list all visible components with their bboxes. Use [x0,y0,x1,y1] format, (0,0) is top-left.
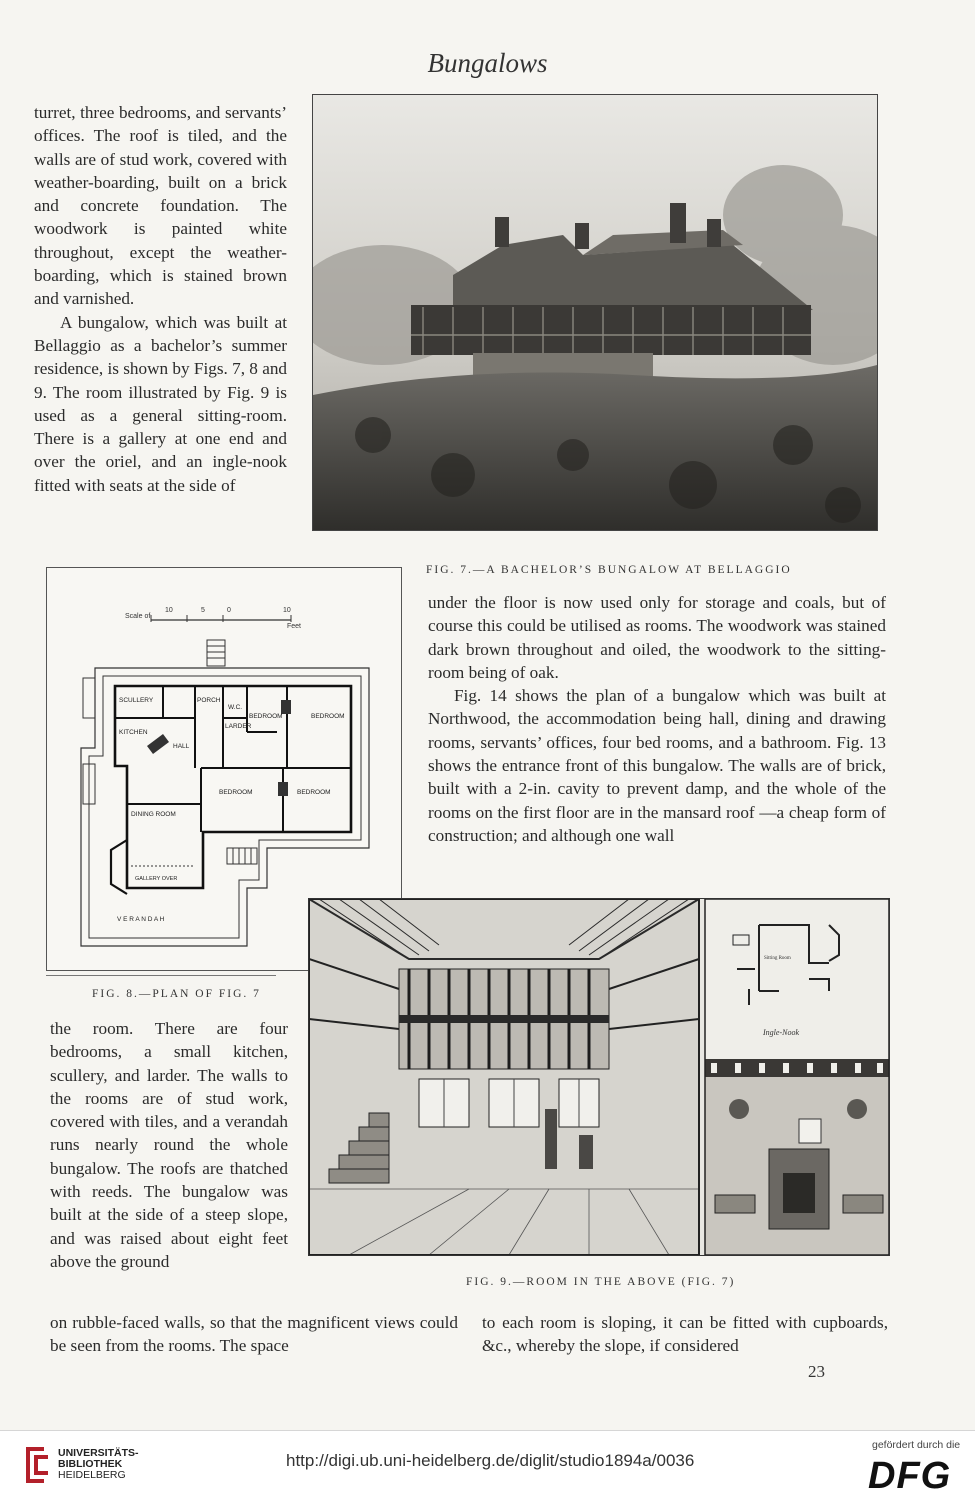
paragraph: under the floor is now used only for storage and coals, but of course this could be utilised as rooms. The woodwork was stained dark brown throughout and oiled, the woodwork to the sitting-room being of oak. [428,593,886,682]
library-name-line: BIBLIOTHEK [58,1458,123,1470]
room-label-gallery: GALLERY OVER [135,876,178,882]
paragraph: to each room is sloping, it can be fitted with cupboards, &c., whereby the slope, if considered [482,1313,888,1356]
dfg-logo: DFG [868,1455,952,1497]
bungalow-photo-illustration [313,95,877,530]
room-label-scullery: SCULLERY [119,697,154,704]
room-label-bedroom: BEDROOM [297,789,331,796]
room-label-verandah: V E R A N D A H [117,916,165,923]
text-column-left-top [34,101,287,497]
room-label-dining-room: DINING ROOM [131,811,176,818]
sitting-room-engraving [309,899,889,1255]
paragraph: turret, three bedrooms, and servants’ offices. The roof is tiled, and the walls are of stud work, covered with weather-boarding, built on a brick and concrete foundation. The woodwork is painted white throughout, except the weather-boarding, which is stained brown and varnished. [34,103,287,309]
digitization-footer [0,1430,975,1500]
funding-note: gefördert durch die [872,1439,961,1451]
inset-room-label: Sitting Room [764,956,791,961]
fig9-engraving [308,898,890,1256]
text-column-left-bottom-continued [50,1311,458,1358]
room-label-kitchen: KITCHEN [119,729,148,736]
scale-tick: 10 [165,607,173,614]
room-label-wc: W.C. [228,704,243,711]
text-column-right-middle [428,591,886,847]
room-label-bedroom: BEDROOM [219,789,253,796]
room-label-bedroom: BEDROOM [249,713,283,720]
text-column-right-bottom [482,1311,888,1358]
divider [46,975,276,976]
permalink-url[interactable]: http://digi.ub.uni-heidelberg.de/diglit/studio1894a/0036 [286,1451,695,1470]
scale-tick: 10 [283,607,291,614]
room-label-larder: LARDER [225,723,252,730]
room-label-porch: PORCH [197,697,221,704]
page-number: 23 [808,1362,825,1381]
scale-label: Scale of [125,613,151,620]
university-library-logo-icon [22,1441,52,1489]
paragraph: the room. There are four bedrooms, a small kitchen, scullery, and larder. The walls to the rooms are of stud work, covered with tiles, and a verandah runs nearly round the whole bungalow. The roofs are thatched with reeds. The bungalow was built at the side of a steep slope, and was raised about eight feet above the ground [50,1019,288,1271]
paragraph: on rubble-faced walls, so that the magnificent views could be seen from the rooms. The space [50,1313,458,1356]
fig8-caption: FIG. 8.—PLAN OF FIG. 7 [92,988,261,1000]
paragraph: Fig. 14 shows the plan of a bungalow which was built at Northwood, the accommodation being hall, dining and drawing rooms, servants’ offices, four bed rooms, and a bathroom. Fig. 13 shows the entrance front of this bungalow. The walls are of brick, built with a 2-in. cavity to prevent damp, and the whole of the rooms on the first floor are in the mansard roof —a cheap form of construction; and although one wall [428,686,886,845]
text-column-left-bottom [50,1017,288,1273]
fig7-photograph [312,94,878,531]
scale-unit: Feet [287,623,302,630]
fig7-caption: FIG. 7.—A BACHELOR’S BUNGALOW AT BELLAGGIO [426,564,792,576]
scale-tick: 0 [227,607,231,614]
room-label-bedroom: BEDROOM [311,713,345,720]
running-head: Bungalows [427,48,548,78]
inset-caption: Ingle-Nook [763,1028,799,1037]
paragraph: A bungalow, which was built at Bellaggio as a bachelor’s summer residence, is shown by Figs. 7, 8 and 9. The room illustrated by Fig. 9 is used as a general sitting-room. There is a gallery at one end and over the oriel, and an ingle-nook fitted with seats at the side of [34,312,288,495]
fig9-caption: FIG. 9.—ROOM IN THE ABOVE (FIG. 7) [466,1276,736,1288]
university-library-name [58,1448,139,1481]
room-label-hall: HALL [173,743,190,750]
library-name-line: UNIVERSITÄTS- [58,1447,139,1459]
library-name-line: HEIDELBERG [58,1469,126,1481]
scale-tick: 5 [201,607,205,614]
